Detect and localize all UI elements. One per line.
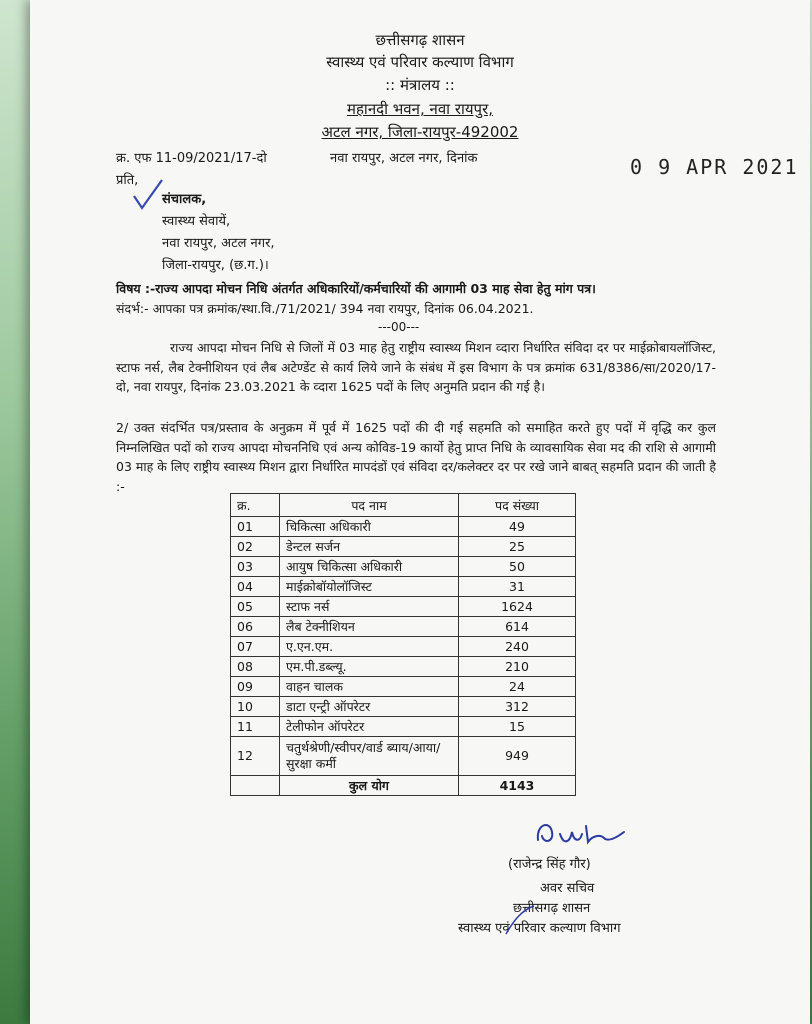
addressee-line-2: स्वास्थ्य सेवायें, [162,214,231,229]
cell-serial: 03 [231,557,280,577]
cell-post-count: 24 [459,677,576,697]
address-line-2: अटल नगर, जिला-रायपुर-492002 [321,123,519,141]
cell-post-name: टेलीफोन ऑपरेटर [280,717,459,737]
cell-post-name: आयुष चिकित्सा अधिकारी [280,557,459,577]
cell-post-count: 240 [459,637,576,657]
cell-post-name: डाटा एन्ट्री ऑपरेटर [280,697,459,717]
cell-post-count: 1624 [459,597,576,617]
subject-line: विषय :-राज्य आपदा मोचन निधि अंतर्गत अधिकारियों/कर्मचारियों की आगामी 03 माह सेवा हेतु मांग पत्र। [116,281,596,296]
department-name: स्वास्थ्य एवं परिवार कल्याण विभाग [326,53,514,71]
cell-serial: 12 [231,737,280,776]
signatory-org-2: स्वास्थ्य एवं परिवार कल्याण विभाग [458,921,621,936]
table-row [231,557,576,577]
cell-serial: 02 [231,537,280,557]
date-stamp: 0 9 APR 2021 [630,155,799,179]
cell-post-count: 50 [459,557,576,577]
cell-serial: 11 [231,717,280,737]
table-row [231,617,576,637]
table-row [231,717,576,737]
cell-post-name: चतुर्थश्रेणी/स्वीपर/वार्ड ब्याय/आया/सुरक्षा कर्मी [280,737,459,776]
signatory-name: (राजेन्द्र सिंह गौर) [508,857,591,872]
reference-line: संदर्भ:- आपका पत्र क्रमांक/स्था.वि./71/2021/ 394 नवा रायपुर, दिनांक 06.04.2021. [116,301,534,316]
col-header-post-name: पद नाम [280,494,459,517]
addressee-line-4: जिला-रायपुर, (छ.ग.)। [162,258,269,273]
cell-post-count: 949 [459,737,576,776]
table-header-row [231,494,576,517]
total-value: 4143 [459,776,576,796]
col-header-post-count: पद संख्या [459,494,576,517]
cell-post-name: स्टाफ नर्स [280,597,459,617]
table-row [231,597,576,617]
cell-post-name: चिकित्सा अधिकारी [280,517,459,537]
prati-label: प्रति, [116,173,139,188]
signatory-designation: अवर सचिव [540,881,595,896]
cell-post-count: 210 [459,657,576,677]
signatory-org-1: छत्तीसगढ़ शासन [513,901,591,916]
table-total-row [231,776,576,796]
table-row [231,657,576,677]
cell-post-count: 49 [459,517,576,537]
posts-table [230,493,576,796]
cell-post-name: डेन्टल सर्जन [280,537,459,557]
handwritten-signature [530,812,630,852]
ministry-label: :: मंत्रालय :: [385,76,455,94]
addressee-title: संचालक, [162,192,207,207]
table-row [231,637,576,657]
addressee-line-3: नवा रायपुर, अटल नगर, [162,236,275,251]
cell-post-name: ए.एन.एम. [280,637,459,657]
cell-post-count: 25 [459,537,576,557]
cell-post-count: 15 [459,717,576,737]
place-date-label: नवा रायपुर, अटल नगर, दिनांक [330,151,478,166]
table-row [231,577,576,597]
cell-serial: 10 [231,697,280,717]
cell-empty [231,776,280,796]
cell-serial: 06 [231,617,280,637]
cell-post-count: 312 [459,697,576,717]
letter-page [30,0,810,1024]
table-row [231,677,576,697]
table-row [231,697,576,717]
cell-serial: 07 [231,637,280,657]
cell-serial: 01 [231,517,280,537]
ink-mark-icon [500,900,540,940]
cell-serial: 04 [231,577,280,597]
paragraph-2: 2/ उक्त संदर्भित पत्र/प्रस्ताव के अनुक्रम में पूर्व में 1625 पदों की दी गई सहमति को समाहित करते हुए पदों में वृद्धि कर कुल निम्नलिखित पदों को राज्य आपदा मोचननिधि एवं अन्य कोविड-19 कार्यो हेतु प्राप्त निधि के व्यावसायिक सेवा मद की राशि से आगामी 03 माह के लिए राष्ट्रीय स्वास्थ्य मिशन द्वारा निर्धारित मापदंडों एवं संविदा दर/कलेक्टर दर पर रखे जाने बाबत् सहमति प्रदान की जाती है :- [116,420,716,494]
cell-post-name: लैब टेक्नीशियन [280,617,459,637]
tick-mark-icon [130,178,166,212]
govt-name: छत्तीसगढ़ शासन [375,31,465,49]
table-row [231,517,576,537]
address-line-1: महानदी भवन, नवा रायपुर, [347,100,493,118]
cell-post-name: एम.पी.डब्ल्यू. [280,657,459,677]
cell-post-name: माईक्रोबॉयोलॉजिस्ट [280,577,459,597]
cell-serial: 09 [231,677,280,697]
cell-serial: 05 [231,597,280,617]
table-row [231,737,576,776]
total-label: कुल योग [280,776,459,796]
paragraph-1: राज्य आपदा मोचन निधि से जिलों में 03 माह हेतु राष्ट्रीय स्वास्थ्य मिशन व्दारा निर्धारित संविदा दर पर माईक्रोबायलॉजिस्ट, स्टाफ नर्स, लैब टेक्नीशियन एवं लैब अटेण्डेंट से कार्य लिये जाने के संबंध में इस विभाग के पत्र क्रमांक 631/8386/सा/2020/17-दो, नवा रायपुर, दिनांक 23.03.2021 के व्दारा 1625 पदों के लिए अनुमति प्रदान की गई है। [116,340,716,394]
cell-post-count: 614 [459,617,576,637]
cell-post-name: वाहन चालक [280,677,459,697]
cell-post-count: 31 [459,577,576,597]
separator: ---00--- [378,320,420,334]
col-header-serial: क्र. [231,494,280,517]
cell-serial: 08 [231,657,280,677]
table-row [231,537,576,557]
letter-number: क्र. एफ 11-09/2021/17-दो [116,151,267,166]
